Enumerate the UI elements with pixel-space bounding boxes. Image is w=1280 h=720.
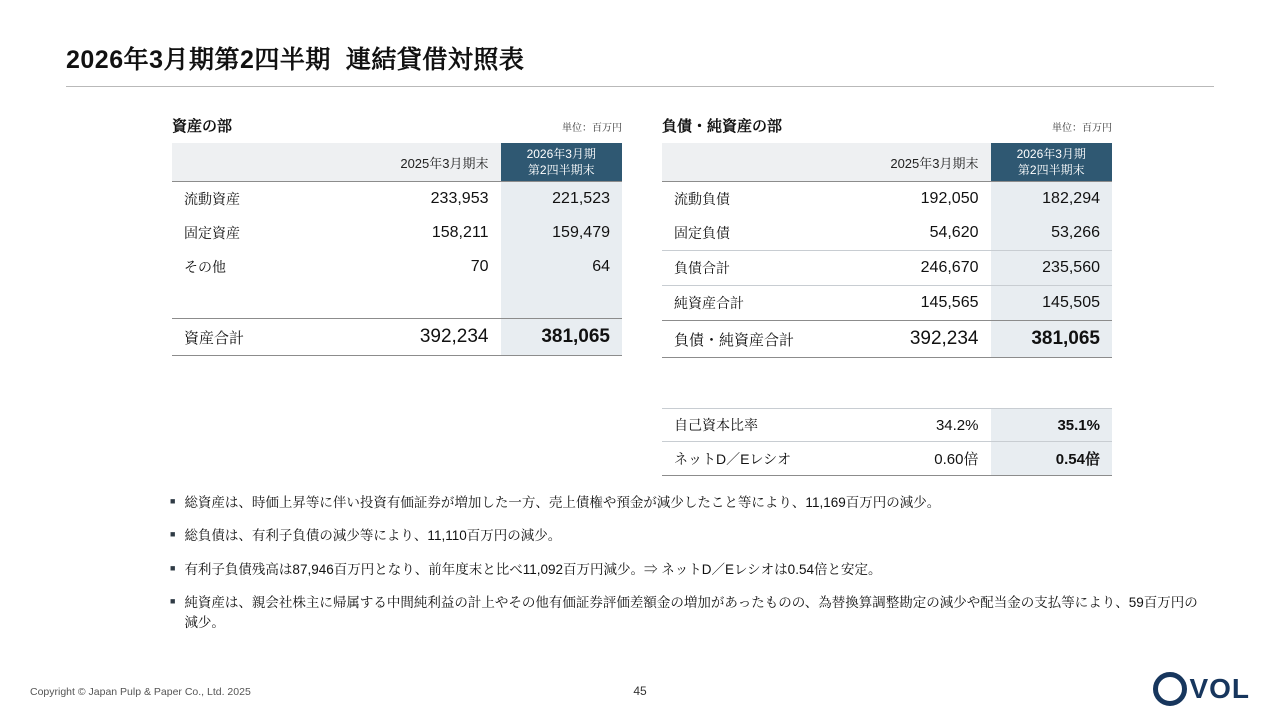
table-header-row (172, 143, 622, 182)
bullet-marker-icon: ■ (170, 595, 176, 606)
liabilities-col-prev: 2025年3月期末 (860, 143, 991, 182)
total-value-prev: 392,234 (860, 321, 991, 358)
row-value-prev: 145,565 (860, 286, 991, 321)
row-value-prev: 246,670 (860, 251, 991, 286)
liabilities-unit: 単位：百万円 (1052, 123, 1112, 134)
list-item-text: 総資産は、時価上昇等に伴い投資有価証券が増加した一方、売上債権や預金が減少したこと等により、11,169百万円の減少。 (184, 495, 941, 510)
table-row (662, 286, 1112, 321)
ratios-table-block (662, 408, 1112, 476)
page-number: 45 (633, 684, 647, 698)
table-row (662, 442, 1112, 476)
row-value-current: 0.54倍 (991, 442, 1113, 476)
row-value-current: 53,266 (991, 216, 1113, 251)
table-row (662, 182, 1112, 217)
logo-text: VOL (1189, 673, 1250, 704)
liabilities-col-current-line2: 第2四半期末 (1017, 163, 1085, 177)
row-label: ネットD／Eレシオ (662, 442, 860, 476)
table-row (662, 251, 1112, 286)
row-label: 流動負債 (662, 182, 860, 217)
table-row (172, 250, 622, 284)
row-value-prev: 70 (470, 258, 489, 275)
table-header-row (662, 143, 1112, 182)
row-value-prev: 158,211 (431, 224, 489, 241)
total-label: 負債・純資産合計 (662, 321, 860, 358)
list-item (170, 593, 1200, 634)
spacer-cell (172, 284, 370, 319)
assets-col-current-line1: 2026年3月期 (526, 146, 596, 161)
liabilities-total-row (662, 321, 1112, 358)
row-value-current: 64 (501, 250, 623, 284)
assets-table-block (172, 115, 622, 356)
assets-total-row (172, 319, 622, 356)
ratios-table (662, 408, 1112, 476)
company-logo (1153, 672, 1250, 706)
row-value-current: 159,479 (501, 216, 623, 250)
row-label: 固定負債 (674, 225, 730, 241)
liabilities-title: 負債・純資産の部 (662, 118, 783, 135)
assets-title: 資産の部 (172, 118, 233, 135)
row-label: 負債合計 (662, 251, 860, 286)
liabilities-col-current (991, 143, 1113, 182)
copyright-text: Copyright © Japan Pulp & Paper Co., Ltd. 2025 (30, 686, 251, 698)
row-value-current: 235,560 (991, 251, 1113, 286)
assets-table (172, 143, 622, 356)
table-row (662, 409, 1112, 442)
row-label: 自己資本比率 (662, 409, 860, 442)
table-row (172, 182, 622, 217)
row-label: 純資産合計 (662, 286, 860, 321)
row-label: その他 (184, 259, 226, 275)
liabilities-header (662, 115, 1112, 136)
total-value-prev: 392,234 (370, 319, 501, 356)
total-label: 資産合計 (172, 319, 370, 356)
row-label: 流動資産 (172, 182, 370, 217)
row-value-prev: 192,050 (860, 182, 991, 217)
title-divider (66, 86, 1214, 87)
list-item-text: 総負債は、有利子負債の減少等により、11,110百万円の減少。 (184, 528, 562, 544)
liabilities-table-block (662, 115, 1112, 358)
bullet-marker-icon: ■ (170, 562, 176, 573)
assets-header-blank (172, 143, 370, 182)
list-item (170, 526, 1200, 546)
row-value-current: 182,294 (991, 182, 1113, 217)
liabilities-table (662, 143, 1112, 358)
row-value-prev: 54,620 (929, 224, 979, 241)
row-label: 固定資産 (184, 225, 240, 241)
table-row (172, 216, 622, 250)
row-value-prev: 0.60倍 (860, 442, 991, 476)
table-row (662, 216, 1112, 251)
assets-header (172, 115, 622, 136)
spacer-cell (370, 284, 501, 319)
liabilities-col-current-line1: 2026年3月期 (1016, 146, 1086, 161)
assets-col-current-line2: 第2四半期末 (527, 163, 595, 177)
assets-col-current (501, 143, 623, 182)
spacer-cell-current (501, 284, 623, 319)
notes-list (170, 493, 1200, 646)
assets-unit: 単位：百万円 (562, 123, 622, 134)
row-value-current: 145,505 (991, 286, 1113, 321)
list-item-text: 有利子負債残高は87,946百万円となり、前年度末と比べ11,092百万円減少。⇒ ネットD／Eレシオは0.54倍と安定。 (184, 561, 882, 577)
row-value-prev: 34.2% (860, 409, 991, 442)
bullet-marker-icon: ■ (170, 529, 176, 540)
assets-col-prev: 2025年3月期末 (370, 143, 501, 182)
list-item (170, 560, 1200, 580)
table-spacer-row (172, 284, 622, 319)
bullet-marker-icon: ■ (170, 496, 176, 506)
row-value-current: 35.1% (991, 409, 1113, 442)
row-value-current: 221,523 (501, 182, 623, 217)
logo-ring-icon (1153, 672, 1187, 706)
list-item-text: 純資産は、親会社株主に帰属する中間純利益の計上やその他有価証券評価差額金の増加があったものの、為替換算調整勘定の減少や配当金の支払等により、59百万円の減少。 (184, 594, 1198, 630)
list-item (170, 493, 1200, 513)
page-title: 2026年3月期第2四半期 連結貸借対照表 (66, 46, 525, 74)
total-value-current: 381,065 (991, 321, 1113, 358)
liabilities-header-blank (662, 143, 860, 182)
total-value-current: 381,065 (501, 319, 623, 356)
row-value-prev: 233,953 (370, 182, 501, 217)
